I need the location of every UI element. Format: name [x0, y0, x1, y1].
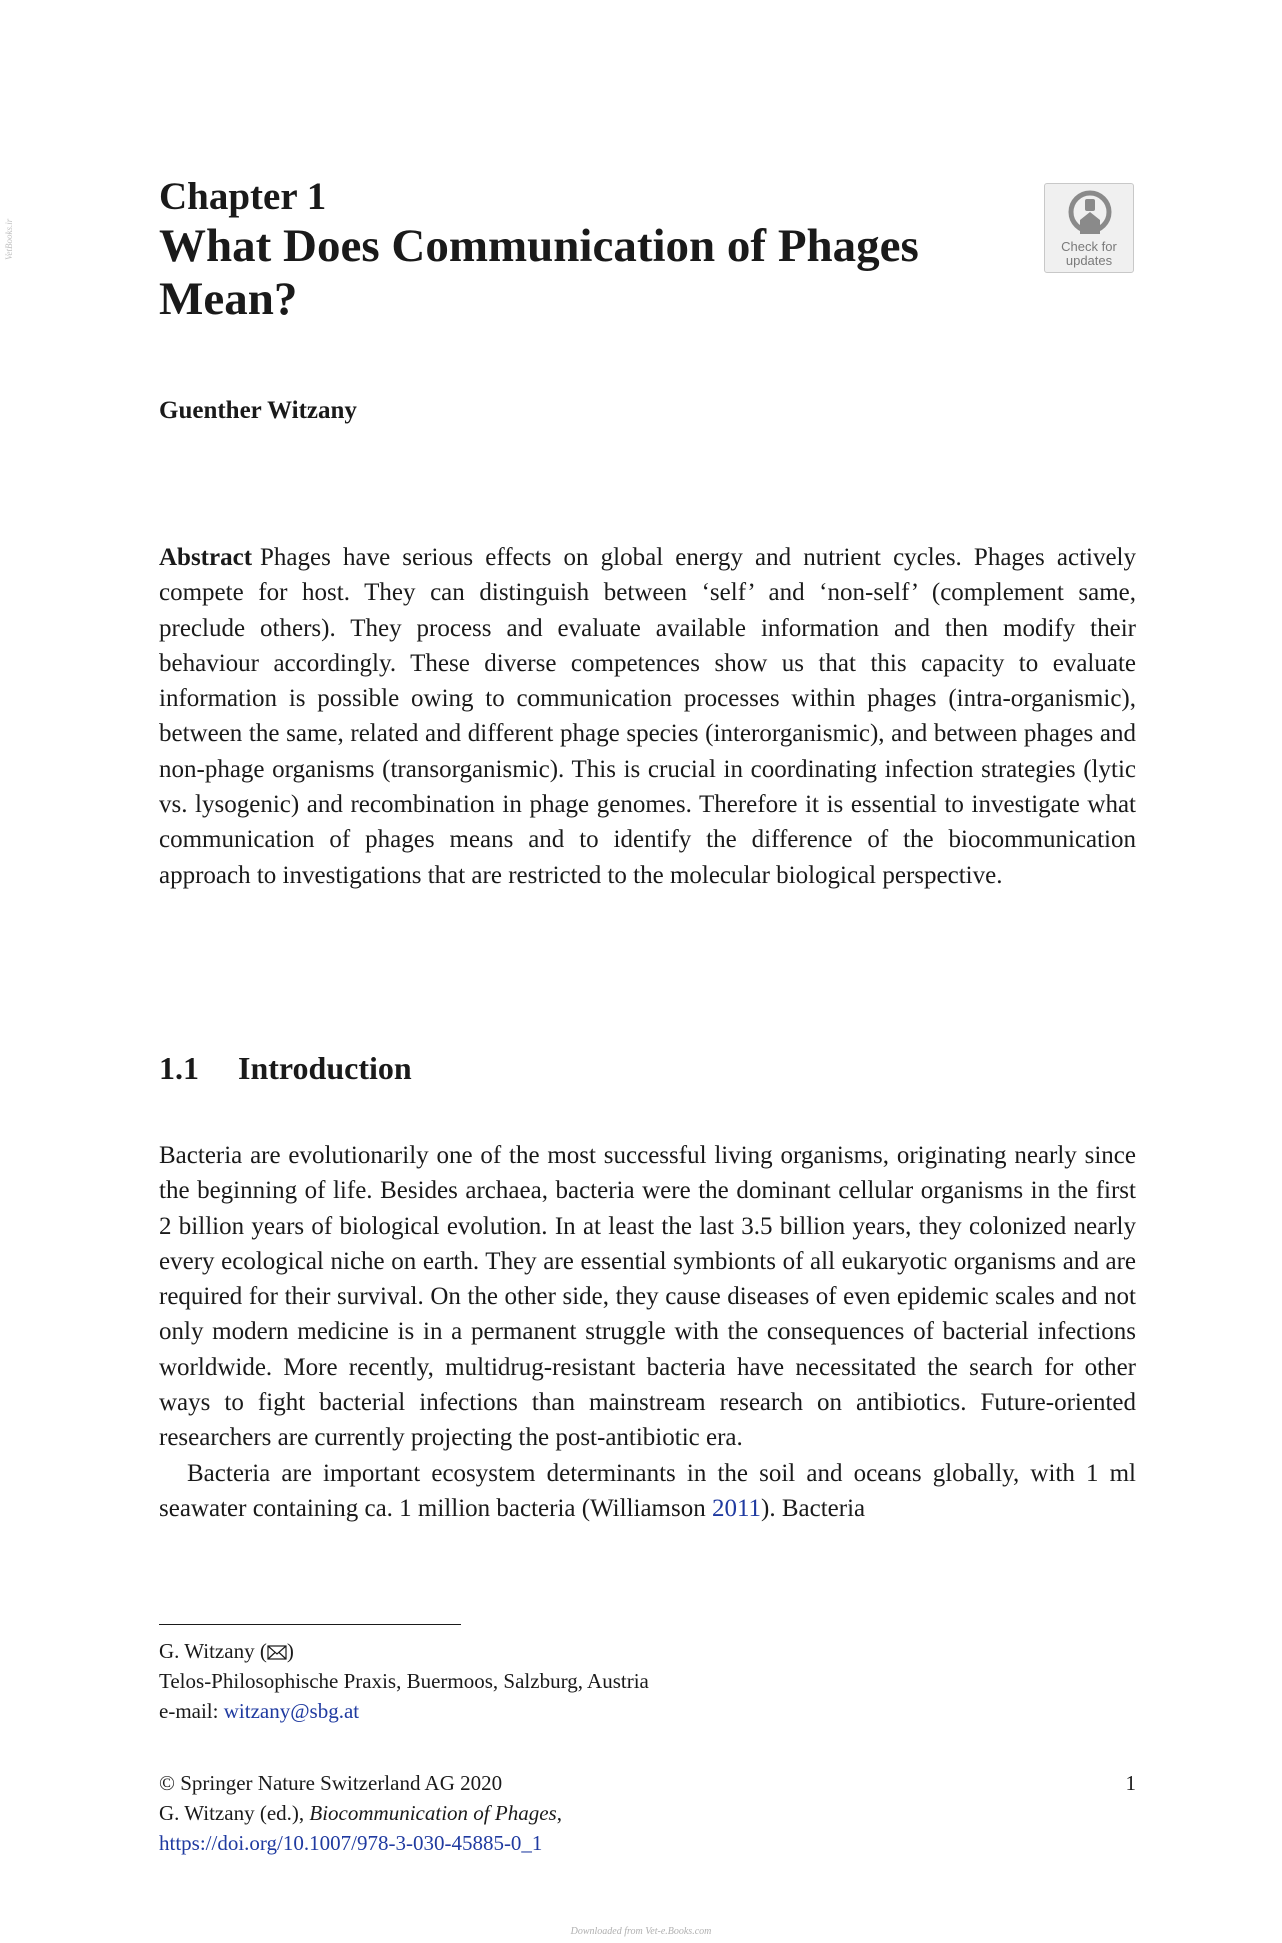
- check-for-updates-badge[interactable]: [1044, 183, 1134, 273]
- footnote-email-line: [159, 1696, 649, 1726]
- chapter-title: [159, 220, 979, 326]
- paragraph: Bacteria are evolutionarily one of the most successful living organisms, originating nearly since the beginning of life. Besides archaea, bacteria were the dominant cellular organisms in the first 2 billion years of biological evolution. In at least the last 3.5 billion years, they colonized nearly every ecological niche on earth. They are essential symbionts of all eukaryotic organisms and are required for their survival. On the other side, they cause diseases of even epidemic scales and not only modern medicine is in a permanent struggle with the consequences of bacterial infections worldwide. More recently, multidrug-resistant bacteria have necessitated the search for other ways to fight bacterial infections than mainstream research on antibiotics. Future-oriented researchers are currently projecting the post-antibiotic era.: [159, 1142, 1136, 1452]
- footnote-author: G. Witzany (: [159, 1639, 267, 1663]
- footnote-divider: [159, 1624, 461, 1625]
- footnote-name-line: [159, 1636, 649, 1666]
- paragraph: [159, 1456, 1136, 1527]
- badge-label-line1: Check for: [1061, 239, 1117, 254]
- envelope-icon: [267, 1645, 287, 1660]
- watermark-bottom: Downloaded from Vet-e.Books.com: [570, 1926, 712, 1937]
- chapter-label: Chapter 1: [159, 175, 327, 218]
- paragraph-text: ). Bacteria: [761, 1494, 866, 1522]
- section-heading: [159, 1050, 412, 1087]
- author-name: Guenther Witzany: [159, 397, 357, 424]
- citation-line: [159, 1798, 562, 1828]
- footnote-author-close: ): [286, 1639, 294, 1663]
- citation-comma: ,: [556, 1801, 562, 1825]
- chapter-title-line1: What Does Communication of Phages: [159, 220, 919, 272]
- book-title: Biocommunication of Phages: [309, 1801, 557, 1825]
- abstract: [159, 540, 1136, 893]
- badge-label-line2: updates: [1065, 253, 1113, 268]
- email-link[interactable]: witzany@sbg.at: [223, 1699, 360, 1723]
- watermark-side: VetBooks.ir: [4, 218, 14, 260]
- page-number: 1: [1125, 1771, 1136, 1795]
- copyright-block: [159, 1768, 562, 1858]
- section-number: 1.1: [159, 1050, 199, 1086]
- chapter-title-line2: Mean?: [159, 273, 298, 325]
- crossmark-icon: [1067, 190, 1113, 238]
- abstract-label: Abstract: [159, 544, 253, 571]
- copyright-line: © Springer Nature Switzerland AG 2020: [159, 1771, 503, 1795]
- section-title: Introduction: [238, 1050, 412, 1086]
- paragraph-text: Bacteria are important ecosystem determinants in the soil and oceans globally, with 1 ml seawater containing ca. 1 million bacteria (Williamson: [159, 1459, 1136, 1522]
- footnote-affiliation: Telos-Philosophische Praxis, Buermoos, Salzburg, Austria: [159, 1669, 649, 1693]
- author-footnote: [159, 1636, 649, 1726]
- citation-link[interactable]: 2011: [711, 1494, 762, 1522]
- doi-link[interactable]: https://doi.org/10.1007/978-3-030-45885-0_1: [159, 1831, 543, 1855]
- abstract-text: Phages have serious effects on global energy and nutrient cycles. Phages actively compete for host. They can distinguish between ‘self’ and ‘non-self’ (complement same, preclude others). They process and evaluate available information and then modify their behaviour accordingly. These diverse competences show us that this capacity to evaluate information is possible owing to communication processes within phages (intra-organismic), between the same, related and different phage species (interorganismic), and between phages and non-phage organisms (transorganismic). This is crucial in coordinating infection strategies (lytic vs. lysogenic) and recombination in phage genomes. Therefore it is essential to investigate what communication of phages means and to identify the difference of the biocommunication approach to investigations that are restricted to the molecular biological perspective.: [159, 544, 1136, 889]
- body-text: [159, 1138, 1136, 1526]
- citation-editor: G. Witzany (ed.),: [159, 1801, 310, 1825]
- badge-label: [1045, 240, 1133, 268]
- footnote-email-label: e-mail:: [159, 1699, 224, 1723]
